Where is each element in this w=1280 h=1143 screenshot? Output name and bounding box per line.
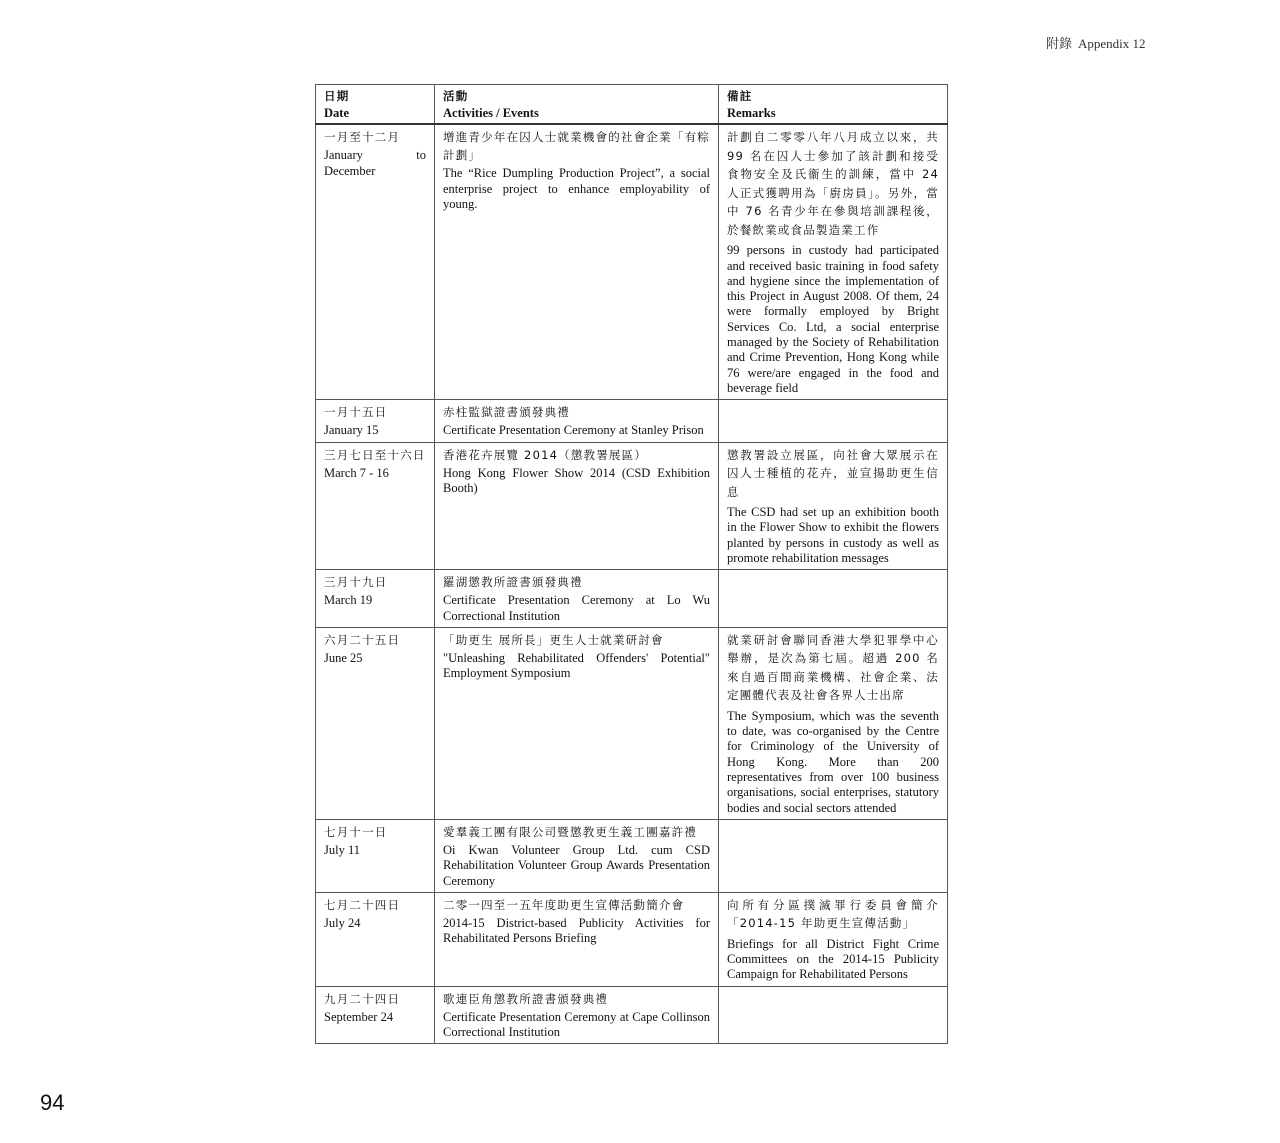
column-header-activities-en: Activities / Events: [443, 106, 539, 120]
date-cell: [316, 892, 435, 986]
column-header-activities: [435, 85, 719, 125]
table-row: [316, 819, 948, 892]
remarks-zh: 計劃自二零零八年八月成立以來，共 99 名在囚人士參加了該計劃和接受食物安全及氏衞生的訓練，當中 24 人正式獲聘用為「廚房員」。另外，當中 76 名青少年在參與培訓課程後，於餐飲業或食品製造業工作: [727, 130, 939, 237]
activity-en: 2014-15 District-based Publicity Activities for Rehabilitated Persons Briefing: [443, 915, 710, 946]
activity-cell: [435, 892, 719, 986]
date-en: July 24: [324, 915, 361, 930]
remarks-zh: 懲教署設立展區，向社會大眾展示在囚人士種植的花卉，並宣揚助更生信息: [727, 447, 939, 499]
remarks-zh: 向所有分區撲滅罪行委員會簡介「2014-15 年助更生宣傳活動」: [727, 897, 939, 931]
date-zh: 六月二十五日: [324, 632, 401, 647]
remarks-en: 99 persons in custody had participated and received basic training in food safety and hygiene since the implementation of this Project in August 2008. Of them, 24 were formally employed by Bright Services Co. Ltd, a social enterprise managed by the Society of Rehabilitation and Crime Prevention, Hong Kong while 76 were/are engaged in the food and beverage field: [727, 243, 939, 395]
table-row: [316, 400, 948, 442]
activity-cell: [435, 400, 719, 442]
column-header-date: [316, 85, 435, 125]
remarks-en: Briefings for all District Fight Crime Committees on the 2014-15 Publicity Campaign for Rehabilitated Persons: [727, 936, 939, 982]
remarks-cell: [719, 986, 948, 1044]
activity-zh: 羅湖懲教所證書頒發典禮: [443, 575, 583, 590]
activity-zh: 二零一四至一五年度助更生宣傳活動簡介會: [443, 897, 685, 912]
activity-zh: 「助更生 展所長」更生人士就業研討會: [443, 632, 664, 647]
date-zh: 三月十九日: [324, 575, 388, 590]
date-en: September 24: [324, 1009, 394, 1024]
date-cell: [316, 627, 435, 819]
date-zh: 七月二十四日: [324, 897, 401, 912]
date-cell: [316, 400, 435, 442]
activity-en: Certificate Presentation Ceremony at Lo Wu Correctional Institution: [443, 593, 710, 623]
date-en: July 11: [324, 842, 360, 857]
table-row: [316, 892, 948, 986]
table-row: [316, 124, 948, 399]
table-row: [316, 442, 948, 570]
table-header-row: [316, 85, 948, 125]
remarks-cell: [719, 124, 948, 399]
activity-zh: 增進青少年在囚人士就業機會的社會企業「有粽計劃」: [443, 130, 710, 163]
remarks-en: The CSD had set up an exhibition booth in the Flower Show to exhibit the flowers planted by persons in custody as well as promote rehabilitation messages: [727, 505, 939, 565]
remarks-cell: [719, 819, 948, 892]
remarks-cell: [719, 892, 948, 986]
table-row: [316, 986, 948, 1044]
activity-cell: [435, 442, 719, 570]
activity-cell: [435, 124, 719, 399]
activity-cell: [435, 627, 719, 819]
column-header-date-en: Date: [324, 106, 349, 120]
header-english: Appendix 12: [1078, 36, 1146, 51]
date-cell: [316, 570, 435, 628]
remarks-cell: [719, 400, 948, 442]
date-zh: 一月至十二月: [324, 130, 401, 145]
date-en: January 15: [324, 423, 379, 438]
activity-cell: [435, 819, 719, 892]
remarks-en: The Symposium, which was the seventh to date, was co-organised by the Centre for Criminology of the University of Hong Kong. More than 200 representatives from over 100 business organisations, social enterprises, statutory bodies and social sectors attended: [727, 708, 939, 815]
column-header-activities-zh: 活動: [443, 89, 469, 103]
date-cell: [316, 819, 435, 892]
activity-zh: 愛羣義工團有限公司暨懲教更生義工團嘉許禮: [443, 824, 697, 839]
remarks-cell: [719, 627, 948, 819]
activity-cell: [435, 986, 719, 1044]
date-zh: 九月二十四日: [324, 991, 401, 1006]
activity-zh: 歌連臣角懲教所證書頒發典禮: [443, 991, 609, 1006]
activity-en: Certificate Presentation Ceremony at Stanley Prison: [443, 423, 704, 438]
date-zh: 三月七日至十六日: [324, 447, 426, 462]
activity-cell: [435, 570, 719, 628]
table-row: [316, 570, 948, 628]
activity-zh: 香港花卉展覽 2014（懲教署展區）: [443, 447, 648, 462]
events-table: [315, 84, 948, 1044]
remarks-cell: [719, 442, 948, 570]
remarks-cell: [719, 570, 948, 628]
header-chinese: 附錄: [1046, 37, 1073, 52]
page-header: [1046, 36, 1146, 54]
date-cell: [316, 986, 435, 1044]
date-en: March 19: [324, 593, 373, 608]
date-cell: [316, 124, 435, 399]
column-header-remarks: [719, 85, 948, 125]
activity-en: "Unleashing Rehabilitated Offenders' Potential" Employment Symposium: [443, 650, 710, 681]
date-en: June 25: [324, 650, 363, 665]
activity-en: Oi Kwan Volunteer Group Ltd. cum CSD Rehabilitation Volunteer Group Awards Presentation Ceremony: [443, 842, 710, 888]
date-zh: 七月十一日: [324, 824, 388, 839]
table-row: [316, 627, 948, 819]
column-header-remarks-zh: 備註: [727, 89, 753, 103]
column-header-date-zh: 日期: [324, 89, 350, 103]
activity-zh: 赤柱監獄證書頒發典禮: [443, 405, 570, 420]
date-cell: [316, 442, 435, 570]
page-number: 94: [40, 1090, 65, 1115]
remarks-zh: 就業研討會聯同香港大學犯罪學中心舉辦，是次為第七屆。超過 200 名來自過百間商業機構、社會企業、法定團體代表及社會各界人士出席: [727, 632, 939, 703]
activity-en: The “Rice Dumpling Production Project”, a social enterprise project to enhance employability of young.: [443, 166, 710, 211]
date-zh: 一月十五日: [324, 405, 388, 420]
date-en: March 7 - 16: [324, 465, 389, 480]
column-header-remarks-en: Remarks: [727, 106, 776, 120]
date-en: January to December: [324, 148, 426, 178]
activity-en: Certificate Presentation Ceremony at Cape Collinson Correctional Institution: [443, 1009, 710, 1039]
activity-en: Hong Kong Flower Show 2014 (CSD Exhibition Booth): [443, 465, 710, 495]
